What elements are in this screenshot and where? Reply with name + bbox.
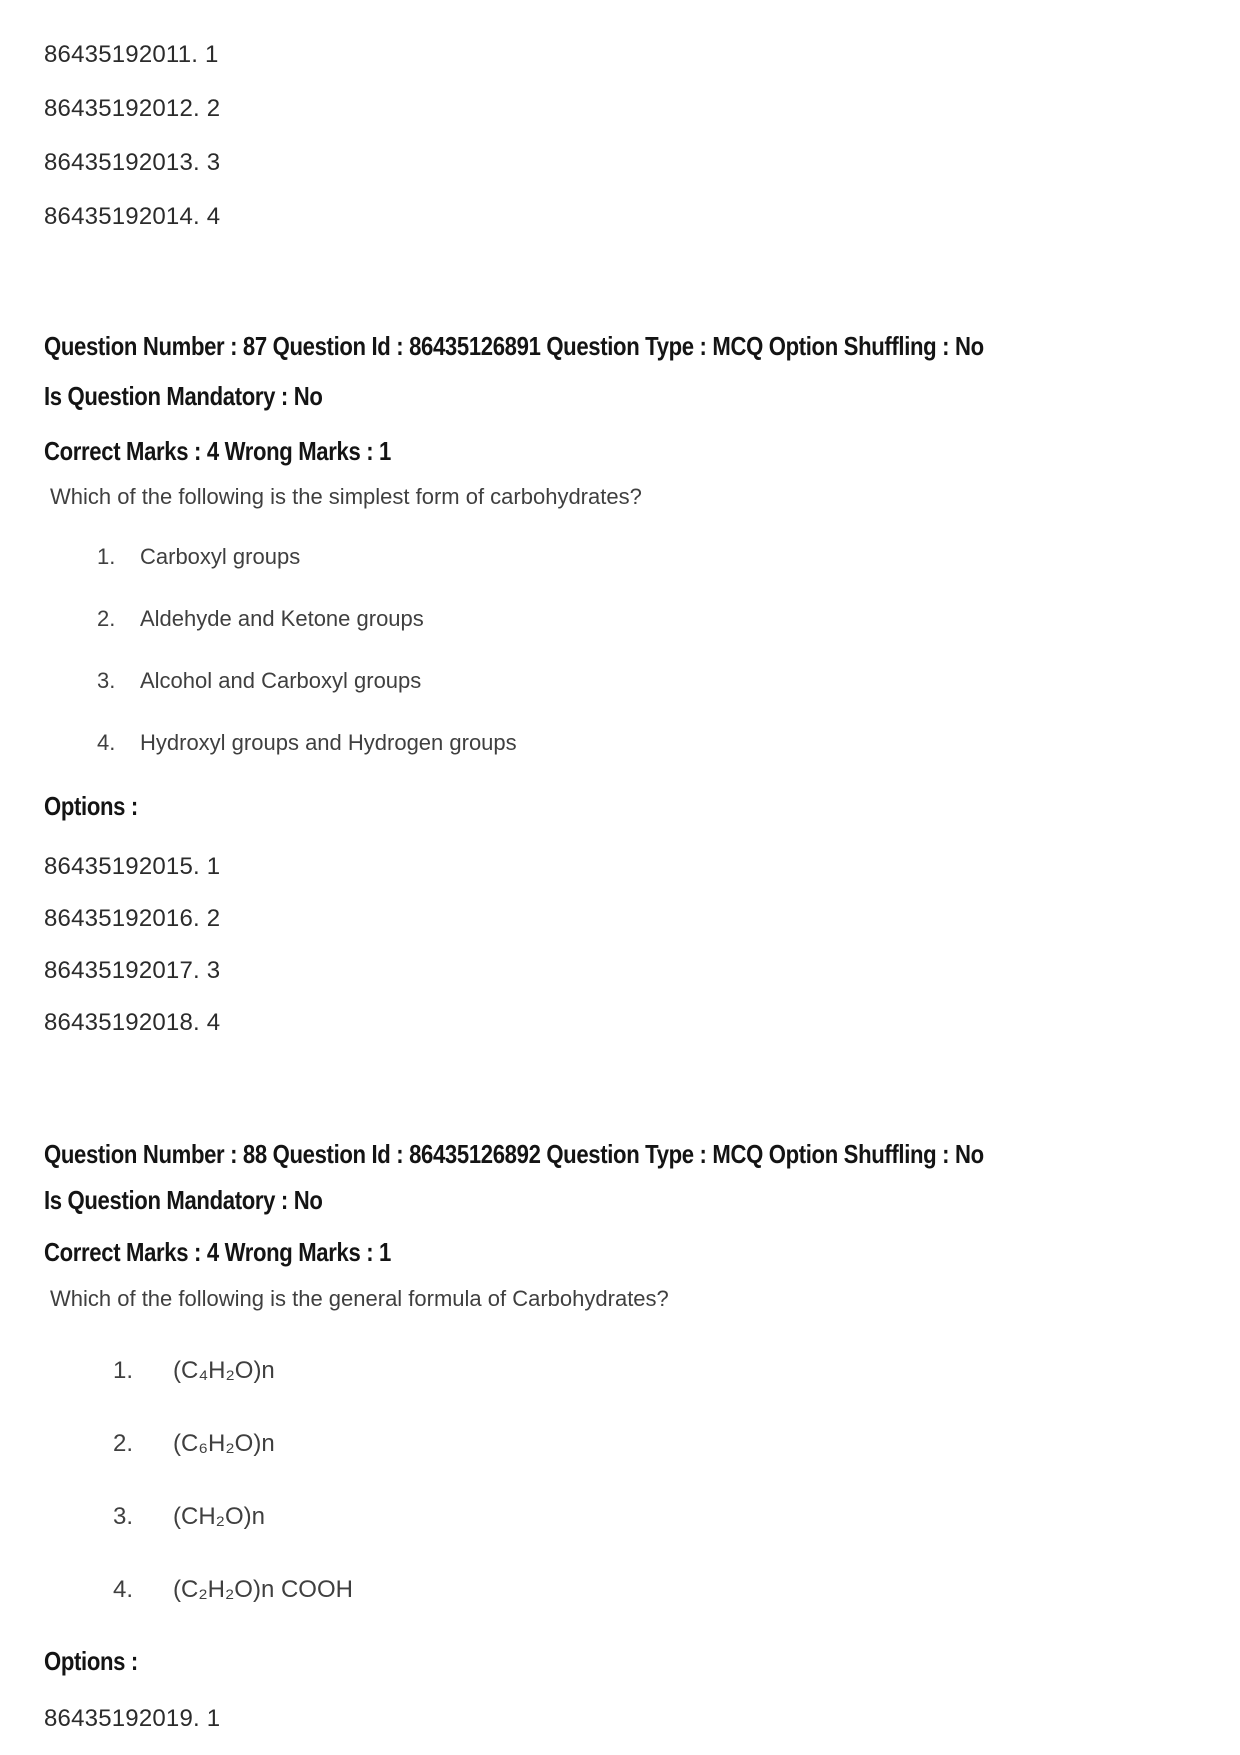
option-id-line: 86435192019. 1: [44, 1705, 221, 1732]
question-option-ids: [44, 1706, 1200, 1731]
choice-number: 2.: [113, 1430, 134, 1457]
choice-formula: (C₄H₂O)n: [173, 1357, 275, 1384]
choice-row: [113, 1575, 1200, 1605]
choice-number: 3.: [113, 1503, 134, 1530]
choice-number: 1.: [97, 544, 116, 569]
choice-row: [97, 607, 1200, 631]
option-id-line: 86435192017. 3: [44, 957, 221, 984]
choice-row: [113, 1429, 1200, 1459]
option-id-line: 86435192015. 1: [44, 853, 221, 880]
choice-formula: (C₆H₂O)n: [173, 1430, 275, 1457]
option-id-line: 86435192014. 4: [44, 203, 221, 230]
choice-label: Alcohol and Carboxyl groups: [140, 668, 422, 693]
option-id-line: 86435192013. 3: [44, 149, 221, 176]
question-mandatory-line: Is Question Mandatory : No: [44, 1185, 323, 1215]
question-87-block: [44, 333, 1200, 1035]
choice-row: [97, 545, 1200, 569]
choice-number: 4.: [113, 1576, 134, 1603]
option-id-line: 86435192016. 2: [44, 905, 221, 932]
options-heading: Options :: [44, 1646, 138, 1676]
question-text: Which of the following is the general formula of Carbohydrates?: [50, 1286, 669, 1311]
choice-number: 2.: [97, 606, 116, 631]
option-id-line: 86435192011. 1: [44, 41, 219, 68]
previous-question-option-ids: [44, 42, 1200, 229]
choice-label: Carboxyl groups: [140, 544, 301, 569]
choice-formula: (CH₂O)n: [173, 1503, 265, 1530]
question-option-ids: [44, 854, 1200, 1035]
choice-row: [113, 1356, 1200, 1386]
option-id-line: 86435192012. 2: [44, 95, 221, 122]
option-id-line: 86435192018. 4: [44, 1009, 221, 1036]
choice-formula: (C₂H₂O)n COOH: [173, 1576, 353, 1603]
question-marks-line: Correct Marks : 4 Wrong Marks : 1: [44, 1237, 391, 1267]
question-88-block: [44, 1141, 1200, 1731]
question-meta-line: Question Number : 88 Question Id : 86435126892 Question Type : MCQ Option Shuffling : No: [44, 1139, 984, 1169]
question-marks-line: Correct Marks : 4 Wrong Marks : 1: [44, 436, 391, 466]
choice-label: Hydroxyl groups and Hydrogen groups: [140, 730, 517, 755]
choice-number: 4.: [97, 730, 116, 755]
options-heading: Options :: [44, 791, 138, 821]
choice-label: Aldehyde and Ketone groups: [140, 606, 424, 631]
choice-number: 3.: [97, 668, 116, 693]
choice-row: [97, 669, 1200, 693]
question-meta-line: Question Number : 87 Question Id : 86435126891 Question Type : MCQ Option Shuffling : No: [44, 331, 984, 361]
choice-row: [113, 1502, 1200, 1532]
question-mandatory-line: Is Question Mandatory : No: [44, 381, 323, 411]
choice-number: 1.: [113, 1357, 134, 1384]
question-text: Which of the following is the simplest form of carbohydrates?: [50, 484, 642, 509]
choice-row: [97, 731, 1200, 755]
